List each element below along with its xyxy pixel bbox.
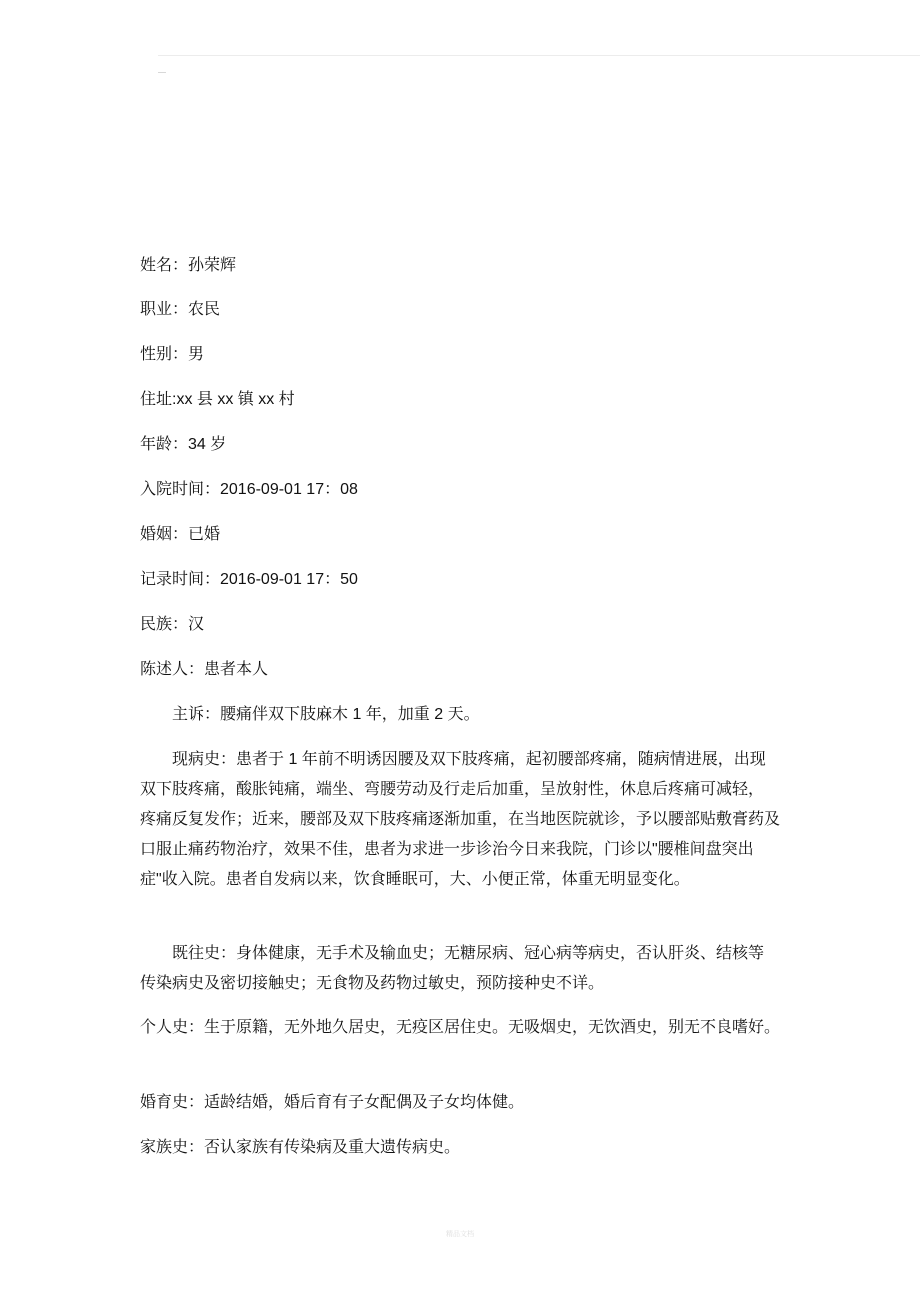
chief-complaint-tail: 天。	[447, 706, 480, 723]
past-history	[140, 939, 780, 999]
present-illness-part2: 现双下肢疼痛，酸胀钝痛，端坐、弯腰劳动及行走后加重，呈放射性，休息后疼痛可	[140, 751, 766, 798]
present-illness-part1: 现病史：患者于 1 年前不明诱因腰及双下肢疼痛，起初腰部疼痛，随病情进展，出	[172, 751, 750, 768]
present-illness-part3: 减轻，疼痛反复发作；近来，腰部及双下肢疼痛逐渐加重，在当地医院就诊，予以腰部贴敷膏药及口服止痛药物治疗，效果不佳，患者为求进一步诊治今日来我院，门诊以"腰椎间盘突出症"	[140, 781, 781, 888]
personal-history: 个人史：生于原籍，无外地久居史，无疫区居住史。无吸烟史，无饮酒史，别无不良嗜好。	[140, 1019, 781, 1036]
informant: 陈述人：患者本人	[140, 661, 269, 678]
past-history-part3: 预防接种史不详。	[476, 975, 605, 992]
record-time: 记录时间：2016-09-01 17：50	[140, 571, 358, 588]
past-history-part1: 既往史：身体健康，无手术及输血史；无糖尿病、冠心病等病史，否认肝炎、结核	[172, 945, 749, 962]
marital-status: 婚姻：已婚	[140, 526, 221, 543]
chief-complaint	[140, 700, 780, 730]
family-history: 家族史：否认家族有传染病及重大遗传病史。	[140, 1139, 461, 1156]
patient-address: 住址:xx 县 xx 镇 xx 村	[140, 391, 295, 408]
marriage-history: 婚育史：适龄结婚，婚后育有子女配偶及子女均体健。	[140, 1094, 525, 1111]
page-corner-mark	[158, 72, 166, 73]
chief-complaint-main: 主诉：腰痛伴双下肢麻木 1 年，加重 2	[172, 706, 448, 723]
patient-occupation: 职业：农民	[140, 301, 221, 318]
patient-age: 年龄：34 岁	[140, 436, 227, 453]
present-illness	[140, 745, 780, 895]
footer-watermark: 精品文档	[446, 1231, 474, 1238]
patient-name: 姓名：孙荣辉	[140, 257, 237, 274]
admission-time: 入院时间：2016-09-01 17：08	[140, 481, 358, 498]
present-illness-part4: 收入院。患者自发病以来，饮食睡眠可，大、小便正常，体重无明显变化。	[161, 871, 690, 888]
past-history-part2: 等传染病史及密切接触史；无食物及药物过敏史，	[140, 945, 765, 992]
page-top-rule	[158, 55, 920, 56]
patient-ethnicity: 民族：汉	[140, 616, 205, 633]
patient-gender: 性别：男	[140, 346, 205, 363]
